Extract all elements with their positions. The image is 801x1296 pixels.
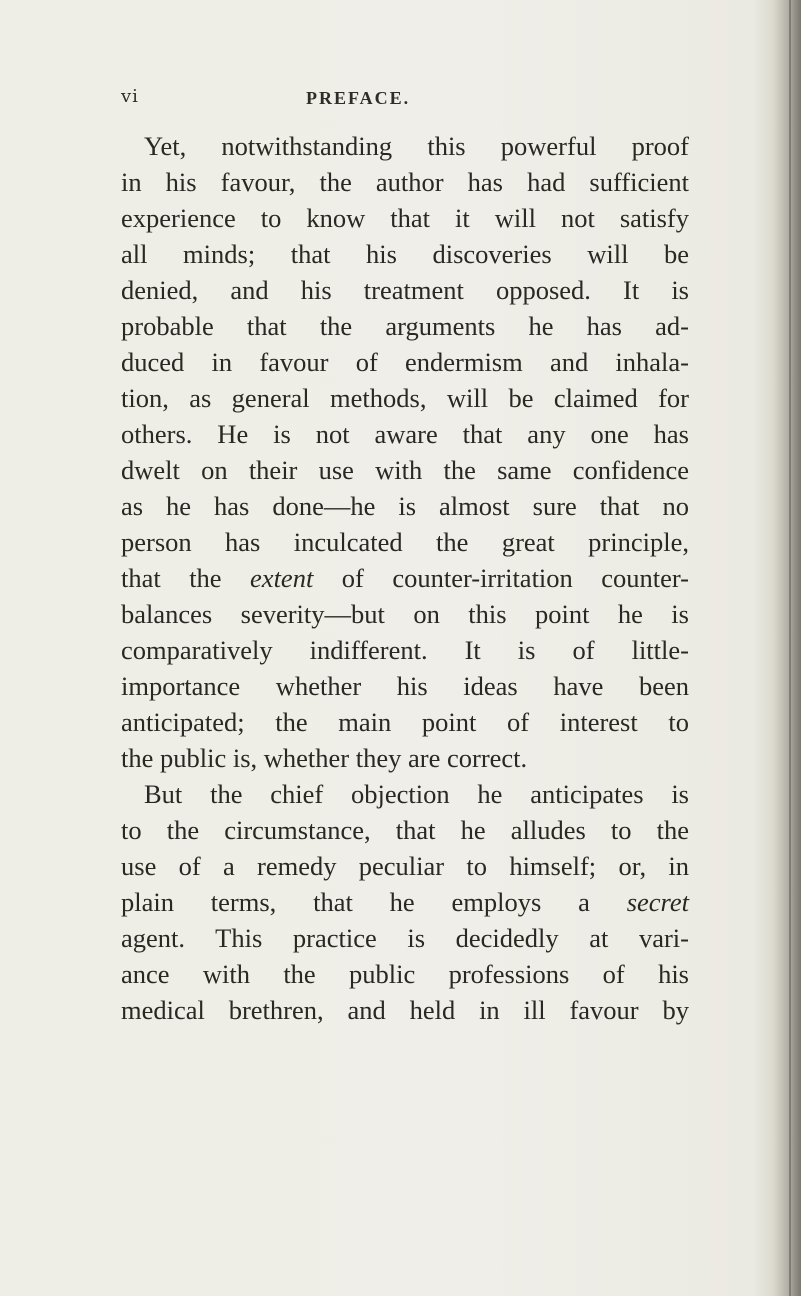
- text-line: comparatively indifferent. It is of little-: [121, 635, 689, 665]
- text-line: anticipated; the main point of interest to: [121, 707, 689, 737]
- text-run: plain terms, that he employs a: [121, 887, 590, 917]
- text-line: Yet, notwithstanding this powerful proof: [144, 131, 689, 161]
- text-line: others. He is not aware that any one has: [121, 419, 689, 449]
- text-line: in his favour, the author has had sufficient: [121, 167, 689, 197]
- text-line: person has inculcated the great principle,: [121, 527, 689, 557]
- text-line: medical brethren, and held in ill favour by: [121, 995, 689, 1025]
- text-line: tion, as general methods, will be claimed for: [121, 383, 689, 413]
- running-head: [0, 86, 801, 116]
- page-edge-line: [789, 0, 791, 1296]
- text-line: all minds; that his discoveries will be: [121, 239, 689, 269]
- text-line: [121, 560, 689, 596]
- page-number: vi: [121, 86, 139, 107]
- text-line: probable that the arguments he has ad-: [121, 311, 689, 341]
- running-title: PREFACE.: [306, 88, 411, 108]
- page-edge-shadow: [773, 0, 801, 1296]
- text-line: experience to know that it will not satisfy: [121, 203, 689, 233]
- text-line: dwelt on their use with the same confidence: [121, 455, 689, 485]
- text-line: ance with the public professions of his: [121, 959, 689, 989]
- text-line: use of a remedy peculiar to himself; or, in: [121, 851, 689, 881]
- text-line: to the circumstance, that he alludes to the: [121, 815, 689, 845]
- italic-run: extent: [250, 563, 314, 593]
- text-line: as he has done—he is almost sure that no: [121, 491, 689, 521]
- text-line: agent. This practice is decidedly at vari-: [121, 923, 689, 953]
- text-line: But the chief objection he anticipates is: [144, 779, 689, 809]
- text-line: balances severity—but on this point he is: [121, 599, 689, 629]
- italic-run: secret: [626, 887, 689, 917]
- text-line: [121, 884, 689, 920]
- text-line: denied, and his treatment opposed. It is: [121, 275, 689, 305]
- text-line: importance whether his ideas have been: [121, 671, 689, 701]
- text-run: that the: [121, 563, 222, 593]
- text-run: of counter-irritation counter-: [341, 563, 690, 593]
- text-line: duced in favour of endermism and inhala-: [121, 347, 689, 377]
- text-line: the public is, whether they are correct.: [121, 743, 528, 773]
